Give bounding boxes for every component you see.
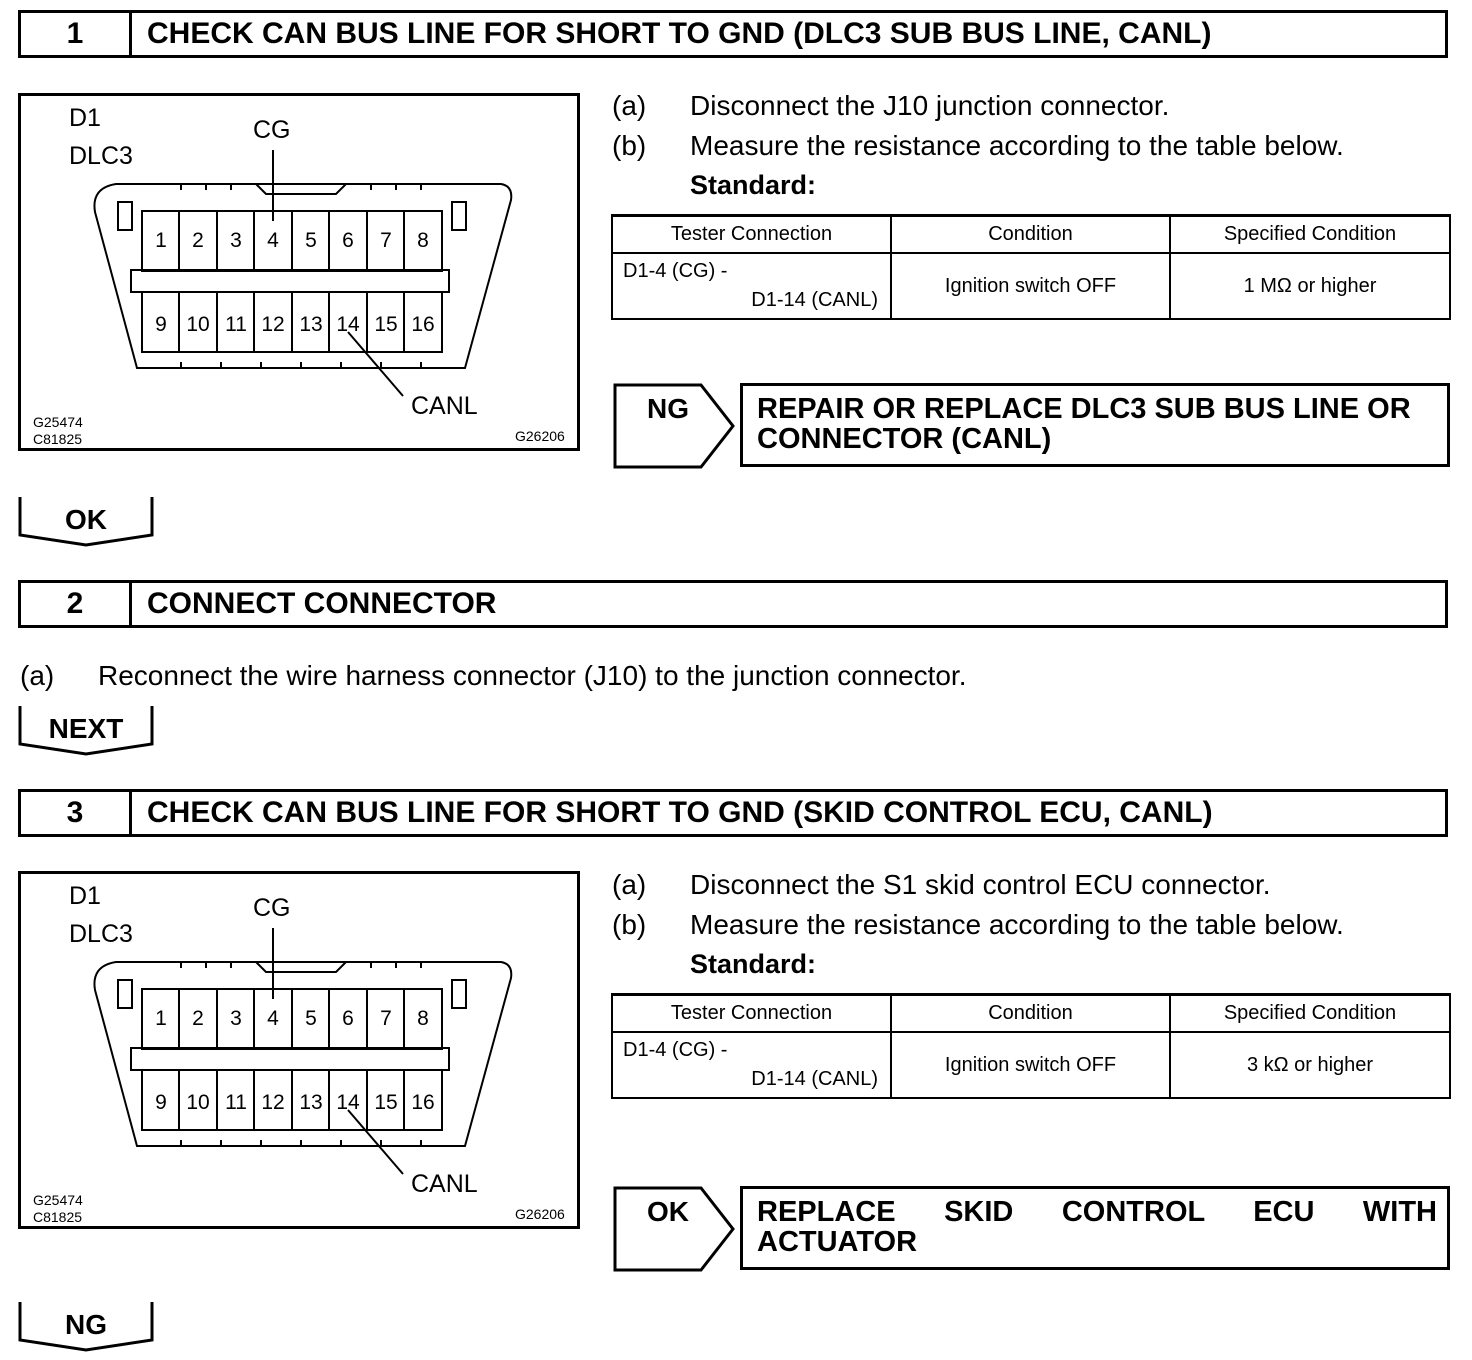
standard-label: Standard: — [690, 949, 817, 979]
figure-code: G26206 — [515, 428, 565, 444]
pin-label: 2 — [192, 1007, 204, 1030]
connector-id-label: D1 — [69, 104, 101, 132]
pin-label: 7 — [380, 1007, 392, 1030]
pin-label: 10 — [186, 1091, 210, 1114]
step-number: 1 — [21, 13, 132, 55]
cg-pin-label: CG — [253, 894, 291, 922]
pin-label: 12 — [261, 1091, 285, 1114]
dlc3-connector-figure — [18, 93, 580, 451]
standard-label: Standard: — [690, 170, 817, 200]
flow-label: OK — [65, 504, 107, 535]
pin-label: 8 — [417, 229, 429, 252]
pin-label: 7 — [380, 229, 392, 252]
table-header: Specified Condition — [1170, 216, 1450, 254]
specified-condition-cell: 3 kΩ or higher — [1170, 1032, 1450, 1098]
tester-connection-cell: D1-4 (CG) - D1-14 (CANL) — [612, 253, 891, 319]
canl-pin-label: CANL — [411, 392, 478, 420]
figure-code: G25474 — [33, 414, 83, 430]
step-title: CHECK CAN BUS LINE FOR SHORT TO GND (SKID CONTROL ECU, CANL) — [147, 796, 1213, 829]
pin-label: 4 — [267, 229, 279, 252]
result-label: OK — [647, 1196, 689, 1227]
pin-label: 16 — [411, 1091, 435, 1114]
pin-label: 3 — [230, 229, 242, 252]
dlc3-connector-figure — [18, 871, 580, 1229]
cg-pin-label: CG — [253, 116, 291, 144]
condition-cell: Ignition switch OFF — [891, 253, 1170, 319]
flow-label: NEXT — [48, 713, 124, 744]
figure-code: C81825 — [33, 431, 83, 447]
table-header: Condition — [891, 995, 1170, 1033]
pin-label: 6 — [342, 1007, 354, 1030]
table-row — [612, 253, 1450, 319]
step-title: CONNECT CONNECTOR — [147, 587, 497, 620]
figure-code: G25474 — [33, 1192, 83, 1208]
figure-code: C81825 — [33, 1209, 83, 1225]
pin-label: 9 — [155, 1091, 167, 1114]
connector-id-label: D1 — [69, 882, 101, 910]
pin-label: 1 — [155, 229, 167, 252]
pin-label: 8 — [417, 1007, 429, 1030]
pin-label: 2 — [192, 229, 204, 252]
pin-label: 6 — [342, 229, 354, 252]
figure-code: G26206 — [515, 1206, 565, 1222]
step-2-header — [18, 580, 1448, 628]
spec-table — [611, 993, 1451, 1099]
pin-label: 12 — [261, 313, 285, 336]
pin-label: 11 — [225, 313, 247, 336]
pin-label: 14 — [336, 1091, 360, 1114]
table-header: Tester Connection — [612, 995, 891, 1033]
specified-condition-cell: 1 MΩ or higher — [1170, 253, 1450, 319]
pin-label: 14 — [336, 313, 360, 336]
pin-label: 3 — [230, 1007, 242, 1030]
spec-table — [611, 214, 1451, 320]
connector-name-label: DLC3 — [69, 142, 133, 170]
pin-label: 13 — [299, 313, 323, 336]
table-header: Specified Condition — [1170, 995, 1450, 1033]
pin-label: 13 — [299, 1091, 323, 1114]
pin-label: 5 — [305, 229, 317, 252]
result-label: NG — [647, 393, 689, 424]
pin-label: 11 — [225, 1091, 247, 1114]
canl-pin-label: CANL — [411, 1170, 478, 1198]
table-header: Tester Connection — [612, 216, 891, 254]
result-action-box: REPAIR OR REPLACE DLC3 SUB BUS LINE OR CONNECTOR (CANL) — [740, 383, 1450, 467]
flow-label: NG — [65, 1309, 107, 1340]
connector-name-label: DLC3 — [69, 920, 133, 948]
pin-label: 10 — [186, 313, 210, 336]
step-number: 2 — [21, 583, 132, 625]
pin-label: 1 — [155, 1007, 167, 1030]
step-title: CHECK CAN BUS LINE FOR SHORT TO GND (DLC3 SUB BUS LINE, CANL) — [147, 17, 1212, 50]
table-row — [612, 1032, 1450, 1098]
step-3-header — [18, 789, 1448, 837]
pin-label: 9 — [155, 313, 167, 336]
result-action-box: REPLACE SKID CONTROL ECU WITH ACTUATOR — [740, 1186, 1450, 1270]
table-header: Condition — [891, 216, 1170, 254]
step-number: 3 — [21, 792, 132, 834]
pin-label: 16 — [411, 313, 435, 336]
tester-connection-cell: D1-4 (CG) - D1-14 (CANL) — [612, 1032, 891, 1098]
step-1-header — [18, 10, 1448, 58]
condition-cell: Ignition switch OFF — [891, 1032, 1170, 1098]
pin-label: 4 — [267, 1007, 279, 1030]
pin-label: 15 — [374, 313, 398, 336]
pin-label: 5 — [305, 1007, 317, 1030]
pin-label: 15 — [374, 1091, 398, 1114]
